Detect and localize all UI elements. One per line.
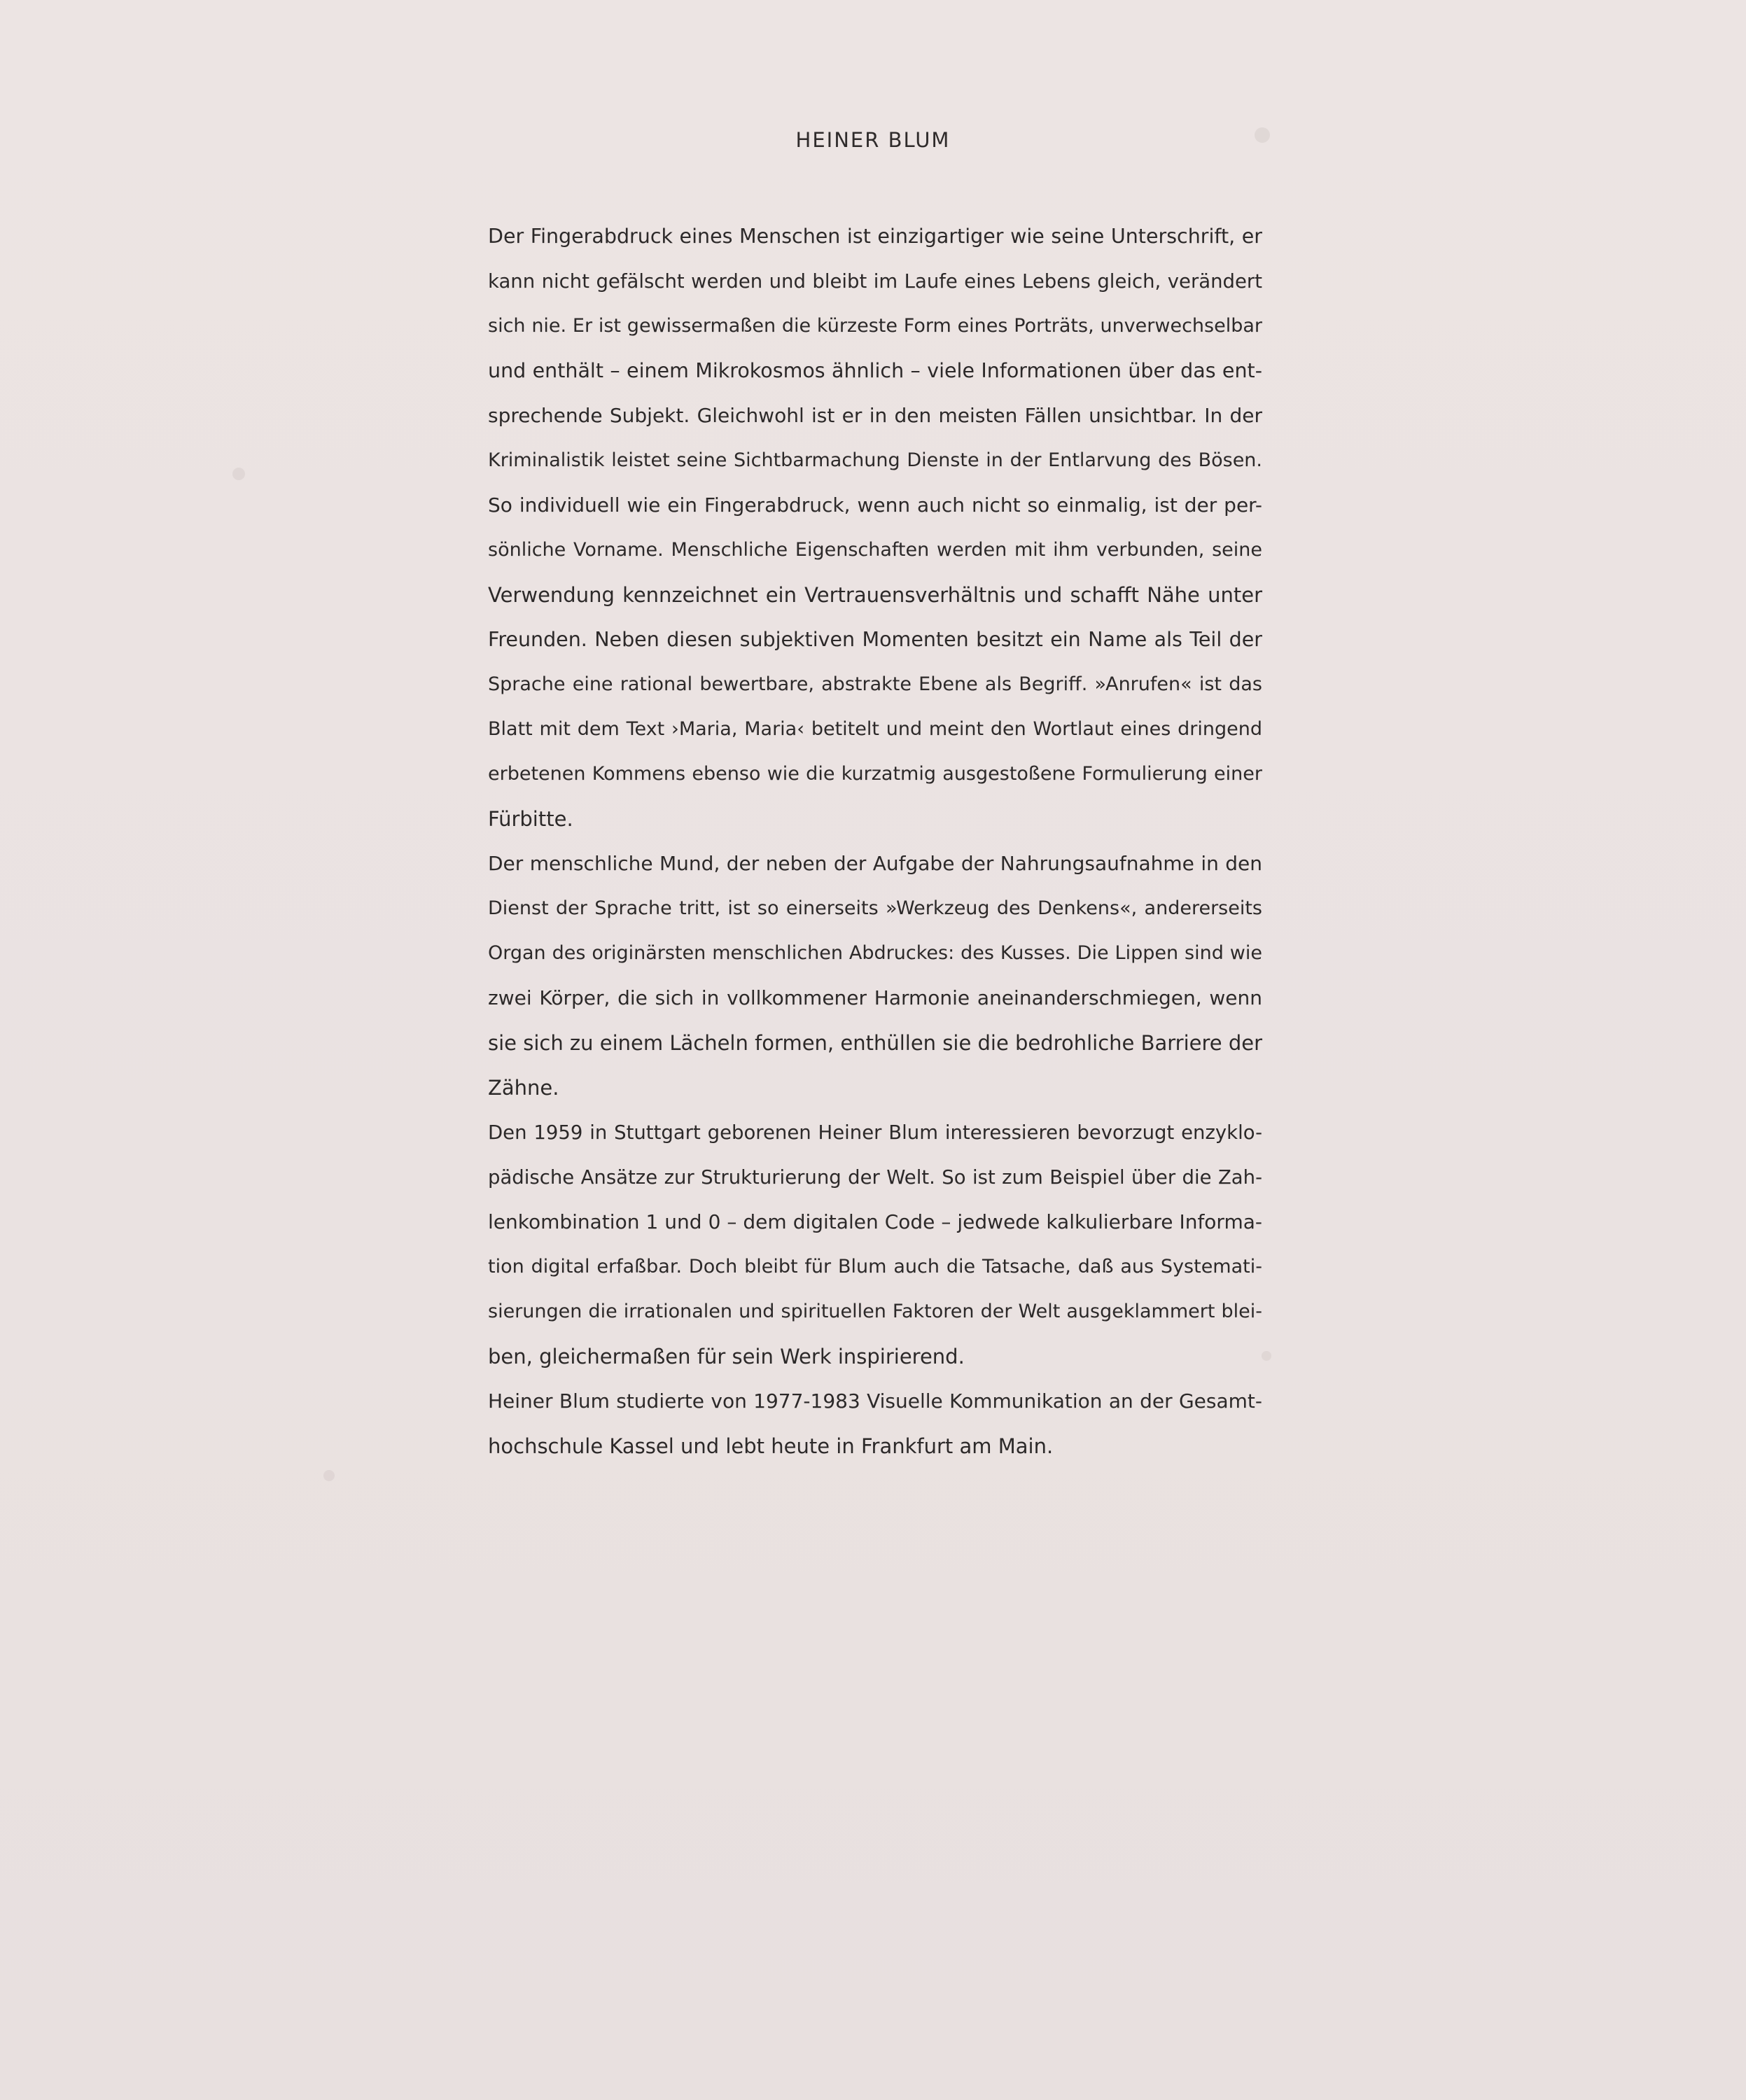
page-title: HEINER BLUM (795, 128, 951, 152)
text-line: Organ des originärsten menschlichen Abdruckes: des Kusses. Die Lippen sind wie (488, 942, 1262, 964)
text-line: Blatt mit dem Text ›Maria, Maria‹ betitelt und meint den Wortlaut eines dringend (488, 718, 1262, 740)
text-line: Kriminalistik leistet seine Sichtbarmachung Dienste in der Entlarvung des Bösen. (488, 449, 1262, 471)
text-line: Den 1959 in Stuttgart geborenen Heiner Blum interessieren bevorzugt enzyklo- (488, 1121, 1262, 1144)
text-line: Heiner Blum studierte von 1977-1983 Visuelle Kommunikation an der Gesamt- (488, 1390, 1262, 1413)
text-line: pädische Ansätze zur Strukturierung der Welt. So ist zum Beispiel über die Zah- (488, 1166, 1262, 1189)
text-line: zwei Körper, die sich in vollkommener Harmonie aneinanderschmiegen, wenn (488, 986, 1262, 1009)
text-line: kann nicht gefälscht werden und bleibt im Laufe eines Lebens gleich, verändert (488, 270, 1262, 293)
text-line: Sprache eine rational bewertbare, abstrakte Ebene als Begriff. »Anrufen« ist das (488, 673, 1262, 695)
text-line: sie sich zu einem Lächeln formen, enthüllen sie die bedrohliche Barriere der (488, 1031, 1263, 1055)
text-line: Der menschliche Mund, der neben der Aufgabe der Nahrungsaufnahme in den (488, 852, 1262, 875)
text-line: tion digital erfaßbar. Doch bleibt für Blum auch die Tatsache, daß aus Systemati- (488, 1256, 1262, 1278)
text-line: So individuell wie ein Fingerabdruck, wenn auch nicht so einmalig, ist der per- (488, 493, 1262, 517)
text-line: Verwendung kennzeichnet ein Vertrauensverhältnis und schafft Nähe unter (488, 583, 1262, 607)
text-line: ben, gleichermaßen für sein Werk inspirierend. (488, 1345, 965, 1368)
paper-spot (323, 1470, 335, 1481)
text-line: sich nie. Er ist gewissermaßen die kürzeste Form eines Porträts, unverwechselbar (488, 315, 1262, 337)
text-line: Freunden. Neben diesen subjektiven Momenten besitzt ein Name als Teil der (488, 628, 1262, 651)
text-line: erbetenen Kommens ebenso wie die kurzatmig ausgestoßene Formulierung einer (488, 763, 1262, 785)
text-line: hochschule Kassel und lebt heute in Frankfurt am Main. (488, 1434, 1054, 1458)
paper-spot (1262, 1351, 1271, 1361)
text-line: und enthält – einem Mikrokosmos ähnlich – viele Informationen über das ent- (488, 359, 1262, 382)
text-line: Dienst der Sprache tritt, ist so einerseits »Werkzeug des Denkens«, andererseits (488, 897, 1262, 919)
paper-spot (232, 468, 245, 480)
text-line: sprechende Subjekt. Gleichwohl ist er in den meisten Fällen unsichtbar. In der (488, 404, 1262, 427)
text-line: Der Fingerabdruck eines Menschen ist einzigartiger wie seine Unterschrift, er (488, 225, 1262, 248)
text-line: sierungen die irrationalen und spirituellen Faktoren der Welt ausgeklammert blei- (488, 1301, 1262, 1322)
text-line: sönliche Vorname. Menschliche Eigenschaften werden mit ihm verbunden, seine (488, 539, 1262, 561)
text-line: Zähne. (488, 1076, 559, 1100)
text-line: Fürbitte. (488, 807, 573, 831)
body-text (488, 214, 1262, 1469)
text-line: lenkombination 1 und 0 – dem digitalen Code – jedwede kalkulierbare Informa- (488, 1210, 1262, 1233)
